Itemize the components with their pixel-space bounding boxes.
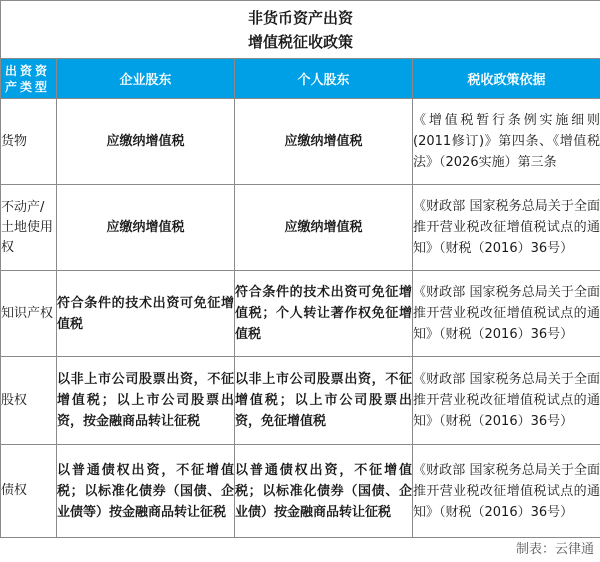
header-basis: 税收政策依据 bbox=[413, 59, 600, 99]
row-type: 股权 bbox=[1, 357, 57, 445]
row-individual: 符合条件的技术出资可免征增值税；个人转让著作权免征增值税 bbox=[235, 271, 413, 357]
table-row bbox=[1, 357, 600, 445]
row-basis: 《财政部 国家税务总局关于全面推开营业税改征增值税试点的通知》（财税（2016）36号） bbox=[413, 445, 600, 538]
header-corporate: 企业股东 bbox=[57, 59, 235, 99]
row-corporate: 应缴纳增值税 bbox=[57, 185, 235, 271]
header-type: 出资资产类型 bbox=[1, 59, 57, 99]
table-row bbox=[1, 99, 600, 185]
header-individual: 个人股东 bbox=[235, 59, 413, 99]
row-individual: 以非上市公司股票出资，不征增值税；以上市公司股票出资，免征增值税 bbox=[235, 357, 413, 445]
row-corporate: 以普通债权出资，不征增值税；以标准化债券（国债、企业债等）按金融商品转让征税 bbox=[57, 445, 235, 538]
row-type: 货物 bbox=[1, 99, 57, 185]
table-credit: 制表：云律通 bbox=[515, 542, 594, 557]
row-basis: 《财政部 国家税务总局关于全面推开营业税改征增值税试点的通知》（财税（2016）36号） bbox=[413, 185, 600, 271]
row-type: 不动产/土地使用权 bbox=[1, 185, 57, 271]
row-type: 债权 bbox=[1, 445, 57, 538]
header-row bbox=[1, 59, 600, 99]
table-row bbox=[1, 445, 600, 538]
row-individual: 以普通债权出资，不征增值税；以标准化债券（国债、企业债）按金融商品转让征税 bbox=[235, 445, 413, 538]
row-type: 知识产权 bbox=[1, 271, 57, 357]
row-basis: 《财政部 国家税务总局关于全面推开营业税改征增值税试点的通知》（财税（2016）36号） bbox=[413, 271, 600, 357]
row-individual: 应缴纳增值税 bbox=[235, 185, 413, 271]
row-individual: 应缴纳增值税 bbox=[235, 99, 413, 185]
row-corporate: 符合条件的技术出资可免征增值税 bbox=[57, 271, 235, 357]
row-basis: 《财政部 国家税务总局关于全面推开营业税改征增值税试点的通知》（财税（2016）36号） bbox=[413, 357, 600, 445]
title-line-2: 增值税征收政策 bbox=[248, 32, 354, 51]
title-line-1: 非货币资产出资 bbox=[248, 8, 354, 27]
row-corporate: 应缴纳增值税 bbox=[57, 99, 235, 185]
table-row bbox=[1, 271, 600, 357]
table-row bbox=[1, 185, 600, 271]
row-basis: 《增值税暂行条例实施细则(2011修订)》第四条、《增值税法》（2026实施）第三条 bbox=[413, 99, 600, 185]
table-title bbox=[1, 1, 600, 59]
row-corporate: 以非上市公司股票出资，不征增值税；以上市公司股票出资，按金融商品转让征税 bbox=[57, 357, 235, 445]
title-row bbox=[1, 1, 600, 59]
